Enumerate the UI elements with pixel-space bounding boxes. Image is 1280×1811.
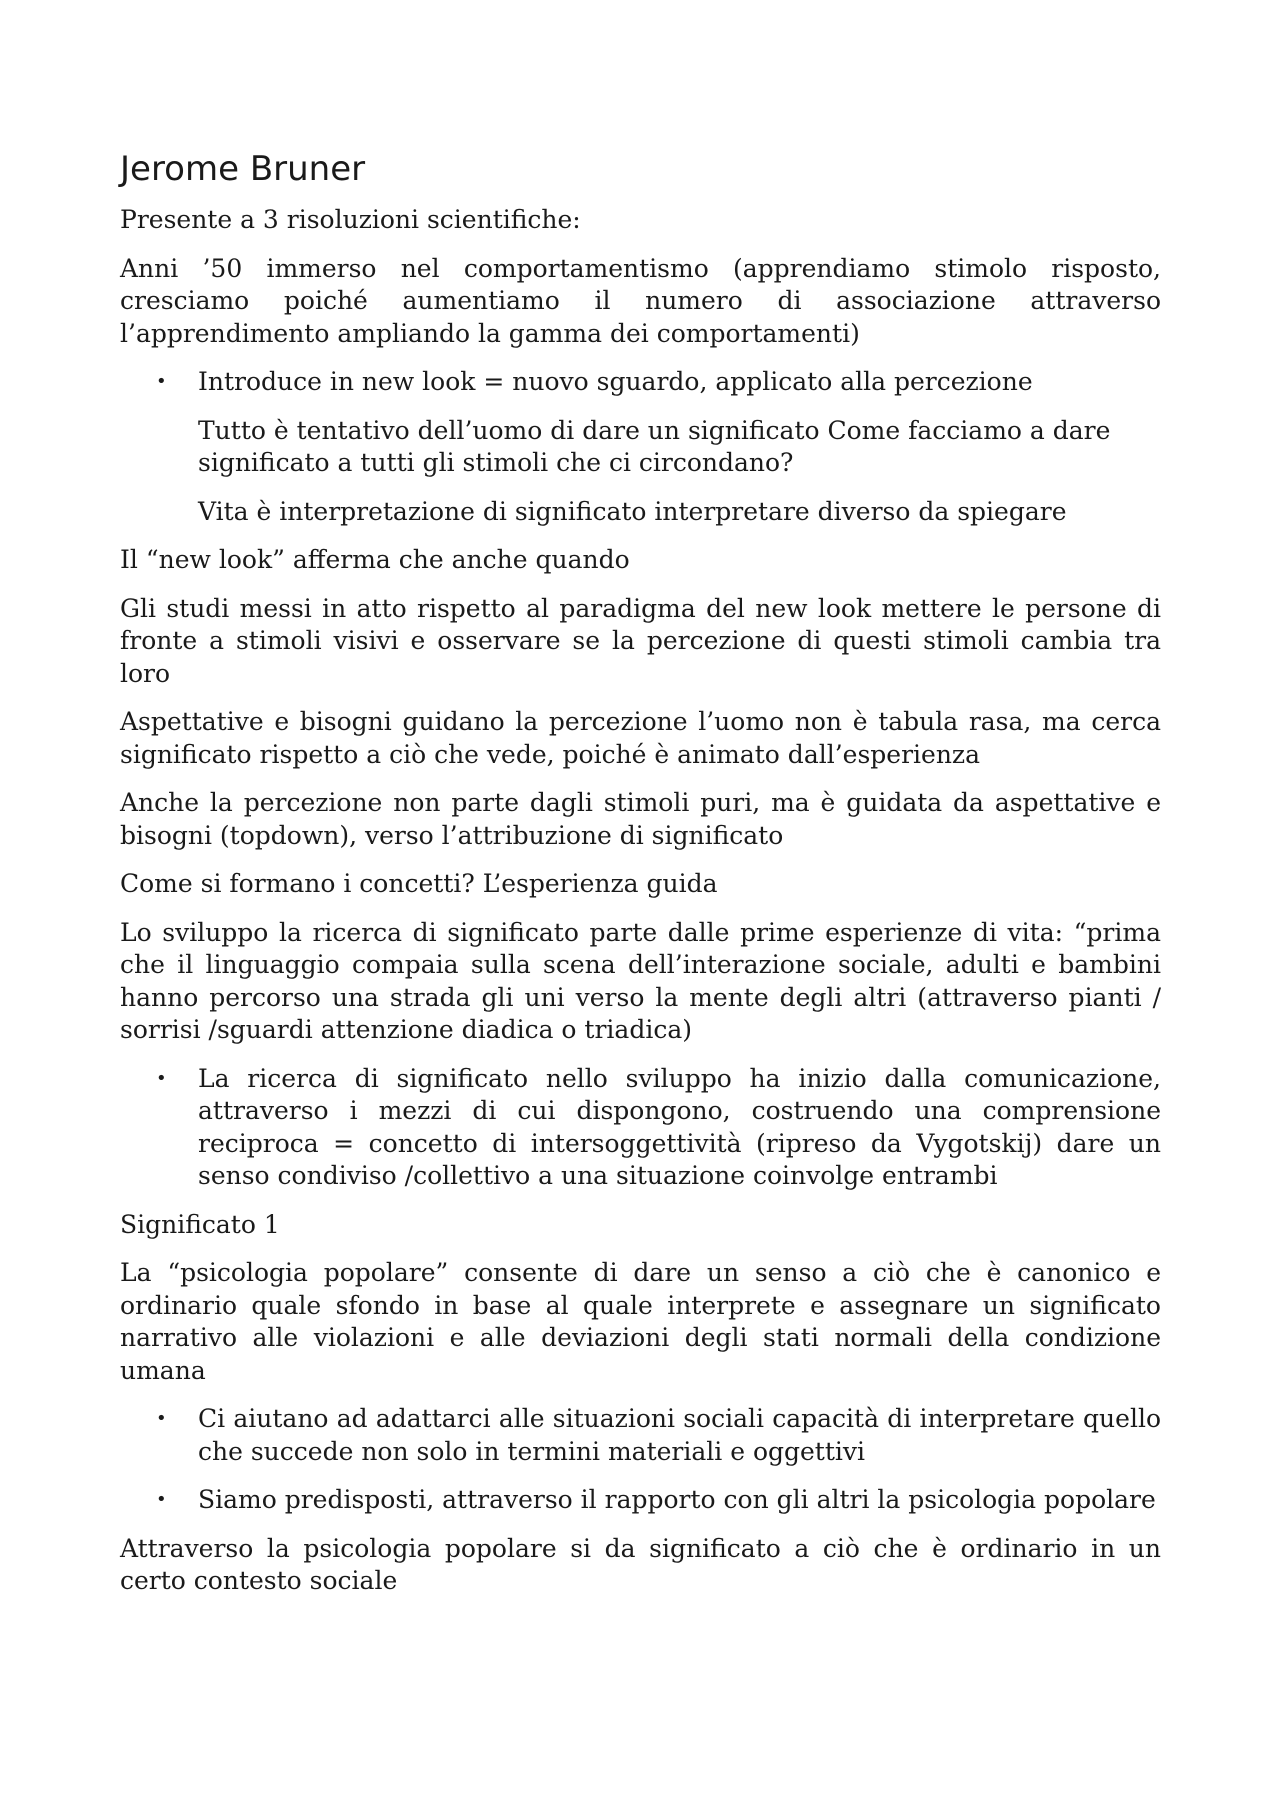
bullet-icon: •: [156, 371, 167, 392]
paragraph-new-look: Il “new look” afferma che anche quando: [120, 545, 630, 574]
list-item-text: Siamo predisposti, attraverso il rapporto con gli altri la psicologia popolare: [198, 1485, 1156, 1514]
list-item-text: La ricerca di significato nello sviluppo ha inizio dalla comunicazione, attraverso i mezzi di cui dispongono, costruendo una comprensione reciproca = concetto di intersoggettività (ripreso da Vygotskij) dare un senso condiviso /collettivo a una situazione coinvolge entrambi: [198, 1063, 1161, 1190]
paragraph-intro: Presente a 3 risoluzioni scientifiche:: [120, 205, 581, 234]
list-item: [156, 1484, 1161, 1517]
paragraph-percezione: Anche la percezione non parte dagli stimoli puri, ma è guidata da aspettative e bisogni (topdown), verso l’attribuzione di significato: [120, 788, 1161, 850]
bullet-list-psicologia: [120, 1403, 1161, 1517]
bullet-icon: •: [156, 1067, 167, 1089]
paragraph-significato-1: Significato 1: [120, 1209, 280, 1239]
paragraph-conclusione: Attraverso la psicologia popolare si da significato a ciò che è ordinario in un certo contesto sociale: [120, 1533, 1161, 1595]
list-item-text: Ci aiutano ad adattarci alle situazioni sociali capacità di interpretare quello che succede non solo in termini materiali e oggettivi: [198, 1404, 1161, 1466]
paragraph-concetti: Come si formano i concetti? L’esperienza guida: [120, 869, 718, 898]
indented-paragraph-tentativo: Tutto è tentativo dell’uomo di dare un significato Come facciamo a dare significato a tutti gli stimoli che ci circondano?: [198, 415, 1111, 477]
bullet-icon: •: [156, 1489, 167, 1510]
document-page: [120, 146, 1161, 1614]
paragraph-psicologia-popolare: La “psicologia popolare” consente di dare un senso a ciò che è canonico e ordinario quale sfondo in base al quale interprete e assegnare un significato narrativo alle violazioni e alle deviazioni degli stati normali della condizione umana: [120, 1258, 1161, 1385]
bullet-list-new-look: [120, 366, 1161, 399]
paragraph-anni-50: Anni ’50 immerso nel comportamentismo (apprendiamo stimolo risposto, cresciamo poiché aumentiamo il numero di associazione attraverso l’apprendimento ampliando la gamma dei comportamenti): [120, 253, 1161, 348]
document-title: Jerome Bruner: [120, 149, 366, 189]
list-item: [156, 366, 1161, 399]
list-item: [156, 1403, 1161, 1468]
list-item: [156, 1063, 1161, 1193]
paragraph-studi: Gli studi messi in atto rispetto al paradigma del new look mettere le persone di fronte a stimoli visivi e osservare se la percezione di questi stimoli cambia tra loro: [120, 593, 1161, 688]
bullet-list-intersoggettivita: [120, 1063, 1161, 1193]
bullet-icon: •: [156, 1408, 167, 1429]
indented-paragraph-vita: Vita è interpretazione di significato interpretare diverso da spiegare: [198, 496, 1067, 526]
list-item-text: Introduce in new look = nuovo sguardo, applicato alla percezione: [198, 367, 1033, 396]
paragraph-aspettative: Aspettative e bisogni guidano la percezione l’uomo non è tabula rasa, ma cerca significato rispetto a ciò che vede, poiché è animato dall’esperienza: [120, 707, 1161, 769]
paragraph-sviluppo: Lo sviluppo la ricerca di significato parte dalle prime esperienze di vita: “prima che il linguaggio compaia sulla scena dell’interazione sociale, adulti e bambini hanno percorso una strada gli uni verso la mente degli altri (attraverso pianti / sorrisi /sguardi attenzione diadica o triadica): [120, 917, 1161, 1044]
